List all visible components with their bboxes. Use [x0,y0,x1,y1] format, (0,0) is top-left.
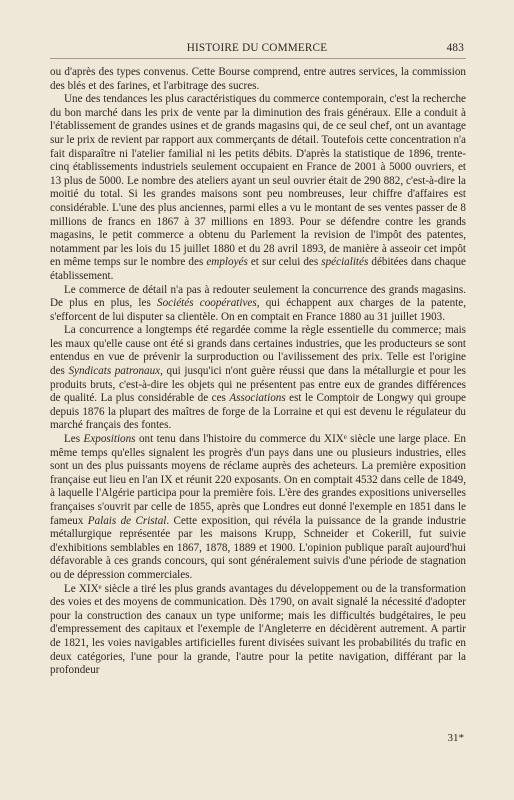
italic-term: Expositions [83,433,136,446]
text-run: Le XIXᵉ siècle a tiré les plus grands avantages du développement ou de la transformation des voies et des moyens de communication. Dès 1790, on avait signalé la nécessité d'adopter pour la construction des canaux un type uniforme; mais les difficultés budgétaires, le peu d'empressement des capitaux et l'exemple de l'Angleterre en décidèrent autrement. A partir de 1821, les voies navigables artificielles furent divisées suivant les probabilités du trafic en deux catégories, l'une pour la grande, l'autre pour la petite navigation, différant par la profondeur [50,582,466,677]
text-run: , qui échappent aux charges de la patente, s'efforcent de lui disputer sa clientèle. On en comptait en France 1880 au 31 juillet 1903. [50,297,466,323]
text-run: Le commerce de détail n'a pas à redouter seulement la concurrence des grands magasins. De plus en plus, les [50,283,466,310]
text-run: Les [64,433,84,446]
paragraph [50,324,466,433]
signature-mark: 31* [447,732,464,744]
text-run: . Cette exposition, qui révéla la puissance de la grande industrie métallurgique représentée par les maisons Krupp, Schneider et Cokerill, fut suivie d'exhibitions semblables en 1867, 1878, 1889 et 1900. L'opinion publique paraît aujourd'hui défavorable à ces grands concours, qui sont généralement suivis d'une période de stagnation ou de dépression commerciales. [50,514,467,581]
text-run: Une des tendances les plus caractéristiques du commerce contemporain, c'est la recherche du bon marché dans les prix de vente par la diminution des frais généraux. Elle a conduit à l'établissement de grandes usines et de grands magasins qui, de ce seul chef, ont un avantage sur le prix de revient par rapport aux commerçants de détail. Toutefois cette concentration n'a fait disparaître ni l'atelier familial ni les petits débits. D'après la statistique de 1896, trente-cinq établissements industriels seulement occupaient en France de 2001 à 5000 ouvriers, et 13 plus de 5000. Le nombre des ateliers ayant un seul ouvrier était de 290 882, c'est-à-dire la moitié du total. Si les grandes maisons sont peu nombreuses, leur chiffre d'affaires est considérable. L'une des plus anciennes, parmi elles a vu le montant de ses ventes passer de 8 millions de francs en 1867 à 37 millions en 1893. Pour se défendre contre les grands magasins, le petit commerce a obtenu du Parlement la revision de l'impôt des patentes, notamment par les lois du 15 juillet 1880 et du 28 avril 1893, de manière à asseoir cet impôt en même temps sur le nombre des [50,93,466,269]
running-title: HISTOIRE DU COMMERCE [186,42,328,54]
text-run: , qui jusqu'ici n'ont guère réussi que dans la métallurgie et pour les produits bruts, c'est-à-dire les objets qui ne présentent pas entre eux de grandes différences de qualité. La plus considérable de ces [50,365,467,405]
paragraph [50,93,466,283]
italic-term: Associations [229,392,286,405]
italic-term: employés [206,256,248,269]
text-run: ont tenu dans l'histoire du commerce du XIXᵉ siècle une large place. En même temps qu'elles signalent les progrès d'un pays dans une ou plusieurs industries, elles sont un des plus puissants moyens de réclame auprès des acheteurs. La première exposition française eut lieu en l'an IX et réunit 220 exposants. On en comptait 4532 dans celle de 1849, à laquelle l'Algérie participa pour la première fois. L'ère des grandes expositions universelles françaises s'ouvrit par celle de 1855, après que Londres eut donné l'exemple en 1851 dans le fameux [50,433,467,527]
italic-term: spécialités [321,256,369,269]
italic-term: Syndicats patronaux [68,365,161,378]
italic-term: Sociétés coopératives [157,297,257,310]
text-run: La concurrence a longtemps été regardée comme la règle essentielle du commerce; mais les maux qu'elle cause ont été si grands dans certaines industries, que les producteurs se sont entendus en vue de prévenir la surproduction ou l'avilissement des prix. Telle est l'origine des [50,324,466,378]
italic-term: Palais de Cristal [87,514,167,527]
paragraph [50,66,466,93]
text-run: est le Comptoir de Longwy qui groupe depuis 1876 la plupart des maîtres de forge de la Lorraine et qui est devenu le régulateur du marché français des fontes. [50,392,466,432]
paragraph [50,284,466,325]
running-header [0,42,514,58]
text-run: débitées dans chaque établissement. [50,256,466,282]
text-run: ou d'après des types convenus. Cette Bourse comprend, entre autres services, la commission des blés et des farines, et l'arbitrage des sucres. [50,66,466,92]
text-run: et sur celui des [247,256,322,269]
page-number: 483 [446,42,464,54]
body-text [50,66,466,678]
paragraph [50,433,466,583]
header-rule [50,58,466,59]
paragraph [50,583,466,678]
